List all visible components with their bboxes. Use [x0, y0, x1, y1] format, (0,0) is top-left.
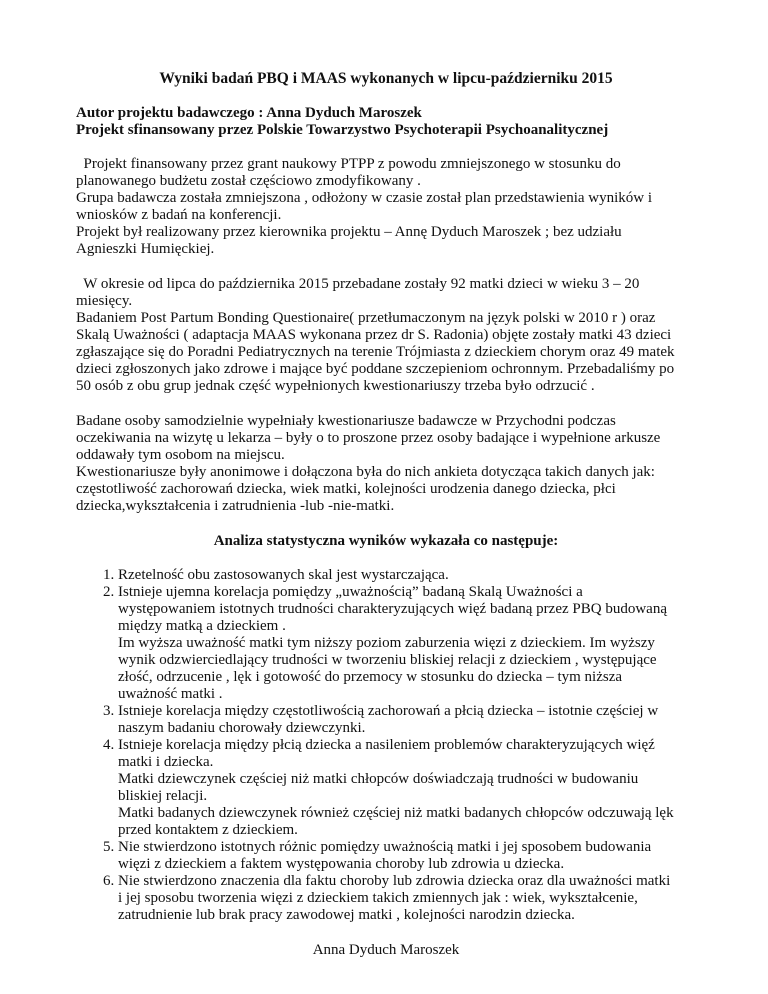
text-line: matki i dziecka.	[118, 754, 214, 770]
project-meta	[76, 105, 696, 139]
paragraph-study-group	[76, 276, 696, 395]
text-line: występowaniem istotnych trudności charakteryzujących więź badaną przez PBQ budowaną	[118, 601, 667, 617]
project-author: Autor projektu badawczego : Anna Dyduch Maroszek	[76, 105, 422, 121]
project-funding: Projekt sfinansowany przez Polskie Towarzystwo Psychoterapii Psychoanalitycznej	[76, 122, 609, 138]
text-line: 6. Nie stwierdzono znaczenia dla faktu choroby lub zdrowia dziecka oraz dla uważności matki	[118, 873, 671, 889]
text-line: zgłaszające się do Poradni Pediatrycznych na terenie Trójmiasta z dzieckiem chorym oraz 49 matek	[76, 344, 675, 360]
paragraph-project-funding	[76, 156, 696, 258]
text-line: planowanego budżetu został częściowo zmodyfikowany .	[76, 173, 421, 189]
text-line: Projekt był realizowany przez kierownika projektu – Annę Dyduch Maroszek ; bez udziału	[76, 224, 622, 240]
text-line: Agnieszki Humięckiej.	[76, 241, 215, 257]
text-line: oczekiwania na wizytę u lekarza – były o to proszone przez osoby badające i wypełnione arkusze	[76, 430, 661, 446]
text-line: dzieci zgłoszonych jako zdrowe i mające być poddane szczepieniom ochronnym. Przebadaliśmy po	[76, 361, 675, 377]
finding-item	[118, 737, 696, 839]
text-line: więzi z dzieckiem a faktem występowania choroby lub zdrowia u dziecka.	[118, 856, 565, 872]
text-line: W okresie od lipca do października 2015 przebadane zostały 92 matki dzieci w wieku 3 – 20	[76, 276, 640, 292]
text-line: Kwestionariusze były anonimowe i dołączona była do nich ankieta dotycząca takich danych jak:	[76, 464, 655, 480]
text-line: złość, odrzucenie , lęk i gotowość do przemocy w stosunku do dziecka – tym niższa	[118, 669, 623, 685]
finding-item	[118, 567, 696, 584]
text-line: uważność matki .	[118, 686, 223, 702]
finding-item	[118, 839, 696, 873]
text-line: oddawały tym osobom na miejscu.	[76, 447, 285, 463]
text-line: miesięcy.	[76, 293, 133, 309]
text-line: częstotliwość zachorowań dziecka, wiek matki, kolejności urodzenia danego dziecka, płci	[76, 481, 616, 497]
text-line: 4. Istnieje korelacja między płcią dziecka a nasileniem problemów charakteryzujących więź	[118, 737, 655, 753]
text-line: Badaniem Post Partum Bonding Questionaire( przetłumaczonym na język polski w 2010 r ) oraz	[76, 310, 656, 326]
finding-item	[118, 584, 696, 703]
document-page	[76, 70, 696, 959]
text-line: Matki dziewczynek częściej niż matki chłopców doświadczają trudności w budowaniu	[118, 771, 639, 787]
text-line: Projekt finansowany przez grant naukowy PTPP z powodu zmniejszonego w stosunku do	[76, 156, 621, 172]
text-line: zatrudnienie lub brak pracy zawodowej matki , kolejności narodzin dziecka.	[118, 907, 575, 923]
section-heading: Analiza statystyczna wyników wykazała co następuje:	[213, 533, 559, 549]
text-line: 1. Rzetelność obu zastosowanych skal jest wystarczająca.	[118, 567, 449, 583]
text-line: Im wyższa uważność matki tym niższy poziom zaburzenia więzi z dzieckiem. Im wyższy	[118, 635, 655, 651]
document-title: Wyniki badań PBQ i MAAS wykonanych w lipcu-październiku 2015	[159, 70, 613, 87]
text-line: dziecka,wykształcenia i zatrudnienia -lub -nie-matki.	[76, 498, 395, 514]
text-line: Skalą Uważności ( adaptacja MAAS wykonana przez dr S. Radonia) objęte zostały matki 43 dzieci	[76, 327, 672, 343]
finding-item	[118, 873, 696, 924]
signature: Anna Dyduch Maroszek	[312, 942, 460, 958]
text-line: naszym badaniu chorowały dziewczynki.	[118, 720, 366, 736]
text-line: bliskiej relacji.	[118, 788, 208, 804]
paragraph-procedure	[76, 413, 696, 515]
findings-list	[76, 567, 696, 924]
text-line: Badane osoby samodzielnie wypełniały kwestionariusze badawcze w Przychodni podczas	[76, 413, 616, 429]
text-line: przed kontaktem z dzieckiem.	[118, 822, 298, 838]
text-line: 50 osób z obu grup jednak część wypełnionych kwestionariuszy trzeba było odrzucić .	[76, 378, 595, 394]
finding-item	[118, 703, 696, 737]
text-line: między matką a dzieckiem .	[118, 618, 286, 634]
text-line: 2. Istnieje ujemna korelacja pomiędzy „uważnością” badaną Skalą Uważności a	[118, 584, 583, 600]
text-line: wynik odzwierciedlający trudności w tworzeniu bliskiej relacji z dzieckiem , występujące	[118, 652, 657, 668]
text-line: Grupa badawcza została zmniejszona , odłożony w czasie został plan przedstawienia wyników i	[76, 190, 653, 206]
text-line: 3. Istnieje korelacja między częstotliwością zachorowań a płcią dziecka – istotnie częściej w	[118, 703, 659, 719]
text-line: 5. Nie stwierdzono istotnych różnic pomiędzy uważnością matki i jej sposobem budowania	[118, 839, 652, 855]
text-line: Matki badanych dziewczynek również częściej niż matki badanych chłopców odczuwają lęk	[118, 805, 674, 821]
text-line: i jej sposobu tworzenia więzi z dzieckiem takich zmiennych jak : wiek, wykształcenie,	[118, 890, 638, 906]
text-line: wniosków z badań na konferencji.	[76, 207, 282, 223]
